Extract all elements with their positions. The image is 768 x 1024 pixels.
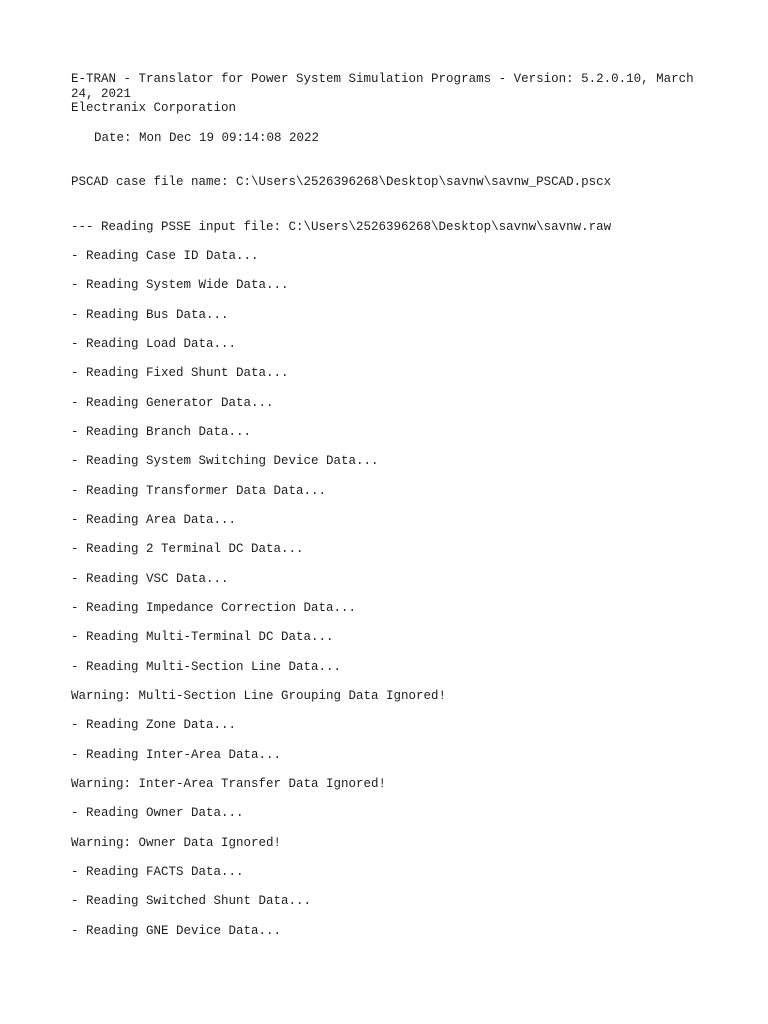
log-line: - Reading Generator Data...	[71, 395, 274, 410]
log-line: - Reading Switched Shunt Data...	[71, 894, 312, 909]
log-line: - Reading Inter-Area Data...	[71, 747, 282, 762]
log-line: - Reading Multi-Terminal DC Data...	[71, 630, 334, 645]
log-line: - Reading Area Data...	[71, 512, 237, 527]
log-line: - Reading Load Data...	[71, 336, 237, 351]
log-line: - Reading Multi-Section Line Data...	[71, 659, 342, 674]
log-document	[71, 72, 711, 939]
log-warning-line: Warning: Multi-Section Line Grouping Data Ignored!	[71, 689, 447, 703]
log-warning-line: Warning: Owner Data Ignored!	[71, 835, 282, 850]
log-line: - Reading GNE Device Data...	[71, 923, 282, 938]
log-line: - Reading System Wide Data...	[71, 278, 289, 293]
pscad-case-file-line: PSCAD case file name: C:\Users\2526396268\Desktop\savnw\savnw_PSCAD.pscx	[71, 174, 612, 189]
log-line: - Reading Case ID Data...	[71, 248, 259, 263]
log-line: - Reading FACTS Data...	[71, 865, 244, 880]
log-line: - Reading System Switching Device Data...	[71, 454, 379, 469]
log-list	[71, 249, 711, 939]
run-date: Date: Mon Dec 19 09:14:08 2022	[94, 130, 320, 145]
log-line: - Reading Bus Data...	[71, 307, 229, 322]
log-line: - Reading Owner Data...	[71, 806, 244, 821]
document-title: E-TRAN - Translator for Power System Simulation Programs - Version: 5.2.0.10, March 24, 2021	[71, 72, 702, 101]
log-line: - Reading Branch Data...	[71, 424, 252, 439]
log-line: - Reading VSC Data...	[71, 571, 229, 586]
log-line: - Reading 2 Terminal DC Data...	[71, 542, 304, 557]
log-line: - Reading Transformer Data Data...	[71, 483, 327, 498]
psse-input-file-line: --- Reading PSSE input file: C:\Users\2526396268\Desktop\savnw\savnw.raw	[71, 219, 612, 234]
log-line: - Reading Impedance Correction Data...	[71, 600, 357, 615]
log-line: - Reading Fixed Shunt Data...	[71, 366, 289, 381]
log-line: - Reading Zone Data...	[71, 718, 237, 733]
company-name: Electranix Corporation	[71, 101, 237, 115]
log-warning-line: Warning: Inter-Area Transfer Data Ignored!	[71, 777, 387, 792]
